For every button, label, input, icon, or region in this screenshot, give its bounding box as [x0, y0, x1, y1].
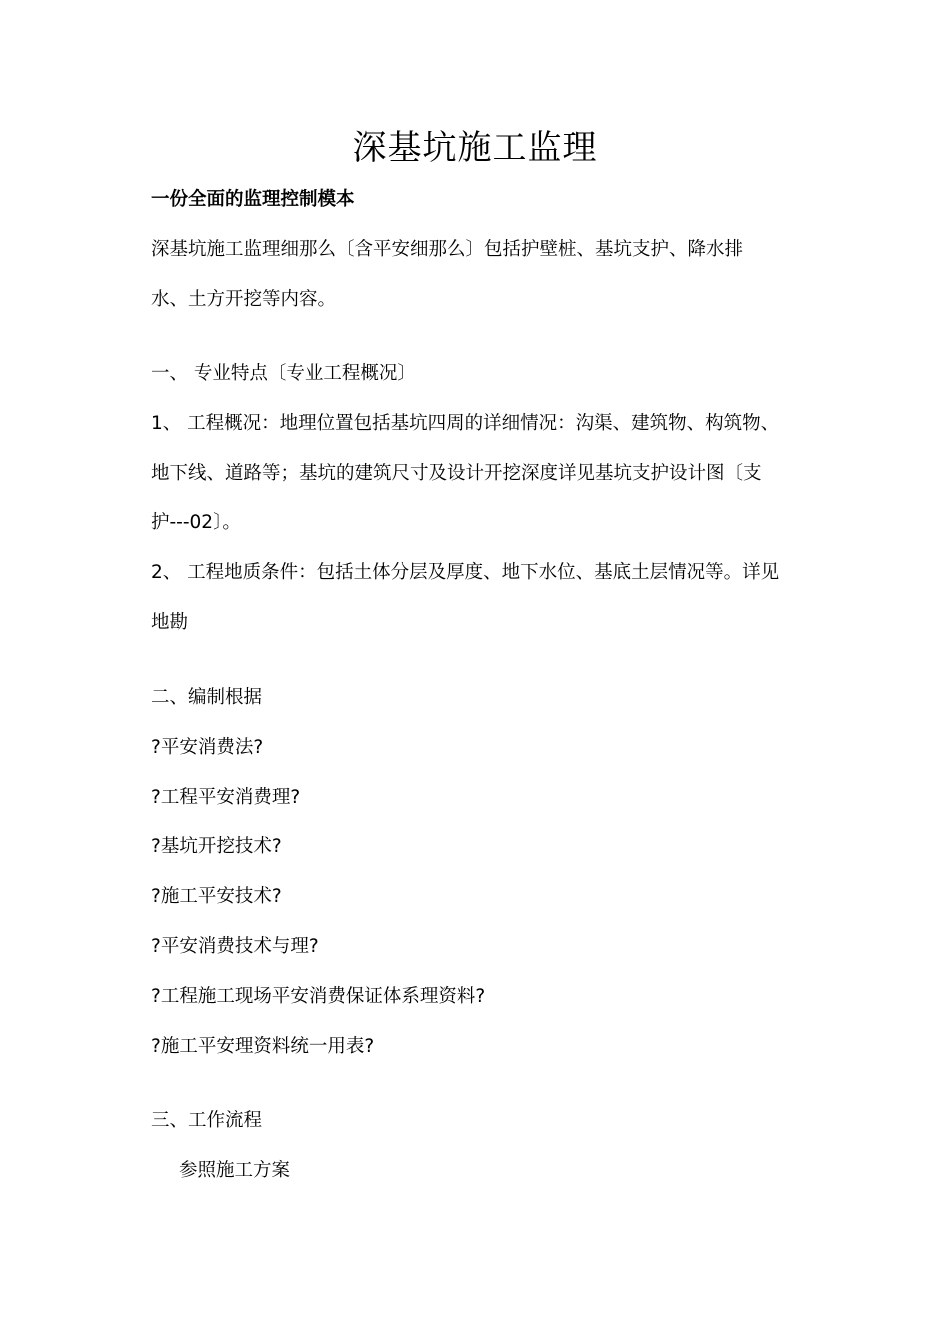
section1-item2-line-1: 2、 工程地质条件：包括土体分层及厚度、地下水位、基底土层情况等。详见 — [151, 562, 780, 583]
document-subtitle: 一份全面的监理控制模本 — [151, 189, 355, 210]
reference-item: ?基坑开挖技术? — [151, 836, 282, 857]
intro-line-1: 深基坑施工监理细那么〔含平安细那么〕包括护壁桩、基坑支护、降水排 — [151, 239, 744, 260]
section3-heading: 三、工作流程 — [151, 1110, 263, 1131]
reference-item: ?施工平安理资料统一用表? — [151, 1036, 375, 1057]
reference-item: ?施工平安技术? — [151, 886, 282, 907]
reference-item: ?工程施工现场平安消费保证体系理资料? — [151, 986, 486, 1007]
section1-item1-line-3: 护---02〕。 — [151, 512, 241, 533]
reference-item: ?平安消费技术与理? — [151, 936, 319, 957]
section2-heading: 二、编制根据 — [151, 687, 263, 708]
section3-content: 参照施工方案 — [179, 1160, 291, 1181]
section1-item2-line-2: 地勘 — [151, 612, 189, 633]
reference-item: ?工程平安消费理? — [151, 787, 301, 808]
section1-item1-line-2: 地下线、道路等；基坑的建筑尺寸及设计开挖深度详见基坑支护设计图〔支 — [151, 463, 762, 484]
section1-item1-line-1: 1、 工程概况：地理位置包括基坑四周的详细情况：沟渠、建筑物、构筑物、 — [151, 413, 780, 434]
document-title: 深基坑施工监理 — [352, 128, 598, 168]
intro-line-2: 水、土方开挖等内容。 — [151, 289, 337, 310]
reference-item: ?平安消费法? — [151, 737, 264, 758]
section1-heading: 一、 专业特点〔专业工程概况〕 — [151, 363, 416, 384]
